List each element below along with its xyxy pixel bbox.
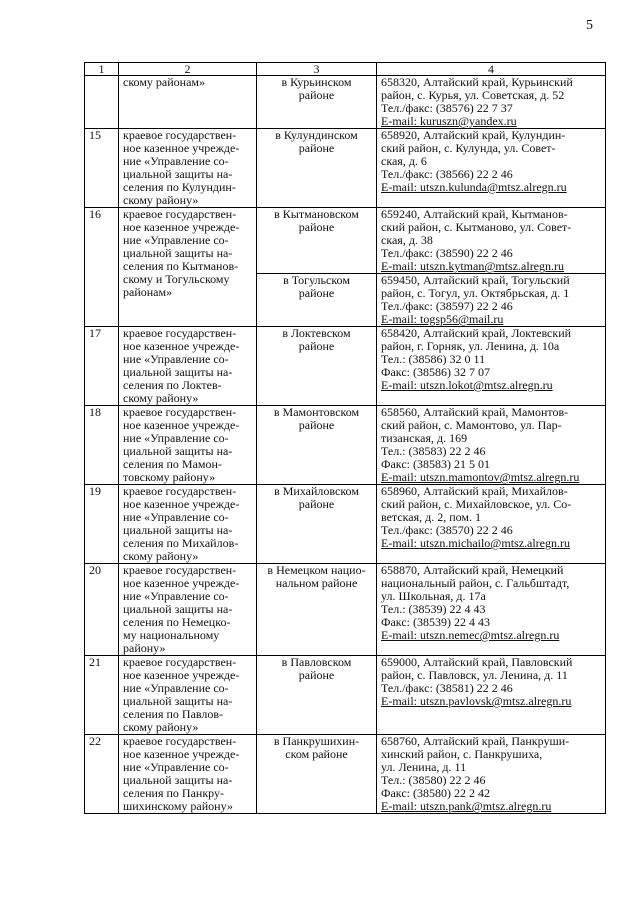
table-row [85,406,606,485]
institution-name-line: ние «Управление со- [123,353,229,366]
institution-name-line: ние «Управление со- [123,234,229,247]
email-line: E-mail: togsp56@mail.ru [381,313,504,326]
district-line: районе [298,89,335,102]
institution-name-cell [119,208,257,327]
page-number: 5 [586,18,593,33]
contact-line: 658920, Алтайский край, Кулундин- [381,129,566,142]
contact-line: Тел.: (38580) 22 2 46 [381,774,486,787]
column-header: 3 [257,63,377,76]
email-line: E-mail: utszn.michailo@mtsz.alregn.ru [381,537,570,550]
contact-line: Факс: (38583) 21 5 01 [381,458,490,471]
email-line: E-mail: utszn.pank@mtsz.alregn.ru [381,800,552,813]
institution-name-line: ние «Управление со- [123,682,229,695]
district-line: районе [298,340,335,353]
institution-name-line: селения по Кулундин- [123,181,236,194]
row-number: 21 [85,656,119,735]
contact-line: Факс: (38580) 22 2 42 [381,787,490,800]
contact-line: ская, д. 6 [381,155,427,168]
district-cell [257,656,377,735]
contact-line: Тел.: (38583) 22 2 46 [381,445,486,458]
institution-name-line: ное казенное учрежде- [123,577,240,590]
institution-name-line: ние «Управление со- [123,590,229,603]
institution-name-line: циальной защиты на- [123,247,233,260]
contact-line: Тел./факс: (38581) 22 2 46 [381,682,513,695]
institution-name-cell [119,564,257,656]
institution-name-line: ное казенное учрежде- [123,419,240,432]
contact-line: 659450, Алтайский край, Тогульский [381,274,570,287]
contact-line: 658320, Алтайский край, Курьинский [381,76,573,89]
institution-name-line: селения по Немецко- [123,616,231,629]
row-number: 20 [85,564,119,656]
contact-line: 658760, Алтайский край, Панкруши- [381,735,570,748]
table-row [85,656,606,735]
row-number: 16 [85,208,119,327]
district-line: районе [298,142,335,155]
institution-name-line: селения по Локтев- [123,379,222,392]
contact-line: 659240, Алтайский край, Кытманов- [381,208,568,221]
institution-name-line: краевое государствен- [123,564,237,577]
contact-line: Тел./факс: (38576) 22 7 37 [381,102,513,115]
institution-name-line: краевое государствен- [123,735,237,748]
institution-name-cell [119,656,257,735]
district-line: ском районе [285,748,348,761]
institution-name-line: скому району» [123,194,199,207]
district-cell [257,327,377,406]
institution-name-line: ное казенное учрежде- [123,498,240,511]
table-header-row [85,63,606,76]
contacts-cell [377,327,606,406]
district-line: нальном районе [275,577,358,590]
institution-name-cell [119,406,257,485]
institution-name-line: селения по Павлов- [123,708,224,721]
column-header: 2 [119,63,257,76]
contact-line: хинский район, с. Панкрушиха, [381,748,543,761]
institution-name-line: селения по Михайлов- [123,537,239,550]
institution-name-line: селения по Кытманов- [123,260,239,273]
contact-line: Тел.: (38586) 32 0 11 [381,353,486,366]
institution-name-line: скому районам» [123,76,206,89]
table-body [85,76,606,814]
institution-name-cell [119,327,257,406]
email-line: E-mail: utszn.pavlovsk@mtsz.alregn.ru [381,695,572,708]
district-line: в Тогульском [283,274,350,287]
institution-name-line: ние «Управление со- [123,155,229,168]
contact-line: район, с. Тогул, ул. Октябрьская, д. 1 [381,287,570,300]
row-number: 18 [85,406,119,485]
contacts-cell [377,656,606,735]
institution-name-line: циальной защиты на- [123,603,233,616]
table-row [85,485,606,564]
email-line: E-mail: utszn.lokot@mtsz.alregn.ru [381,379,553,392]
institution-name-line: циальной защиты на- [123,774,233,787]
institution-name-line: му национальному [123,629,220,642]
contact-line: 659000, Алтайский край, Павловский [381,656,573,669]
institution-name-line: ние «Управление со- [123,432,229,445]
institution-name-line: селения по Мамон- [123,458,222,471]
district-cell [257,129,377,208]
district-line: районе [298,669,335,682]
table-row [85,129,606,208]
column-header: 4 [377,63,606,76]
contact-line: Тел./факс: (38597) 22 2 46 [381,300,513,313]
row-number: 22 [85,735,119,814]
institution-name-line: циальной защиты на- [123,366,233,379]
table-row [85,735,606,814]
institution-name-line: ние «Управление со- [123,761,229,774]
district-cell [257,406,377,485]
district-line: в Курьинском [281,76,352,89]
row-number: 17 [85,327,119,406]
institution-name-line: скому району» [123,392,199,405]
contact-line: район, с. Курья, ул. Советская, д. 52 [381,89,565,102]
institution-name-cell [119,129,257,208]
contact-line: ский район, с. Михайловское, ул. Со- [381,498,572,511]
district-cell [257,274,377,327]
contact-line: ский район, с. Кулунда, ул. Совет- [381,142,556,155]
institution-name-line: циальной защиты на- [123,445,233,458]
district-line: в Мамонтовском [273,406,360,419]
institution-name-cell [119,735,257,814]
institution-name-line: циальной защиты на- [123,695,233,708]
institution-name-line: скому району» [123,550,199,563]
contacts-cell [377,406,606,485]
district-line: в Михайловском [274,485,359,498]
district-cell [257,735,377,814]
district-line: районе [298,287,335,300]
district-cell [257,485,377,564]
contact-line: национальный район, с. Гальбштадт, [381,577,570,590]
contacts-cell [377,208,606,274]
district-line: в Кулундинском [275,129,358,142]
contacts-cell [377,274,606,327]
district-line: в Кытмановском [274,208,359,221]
institution-name-line: ние «Управление со- [123,511,229,524]
district-line: в Локтевском [282,327,351,340]
row-number [85,76,119,129]
contact-line: Тел./факс: (38566) 22 2 46 [381,168,513,181]
institution-name-line: товскому району» [123,471,216,484]
column-header: 1 [85,63,119,76]
district-line: в Панкрушихин- [273,735,360,748]
district-line: районе [298,498,335,511]
row-number: 15 [85,129,119,208]
institution-name-line: краевое государствен- [123,327,237,340]
contacts-cell [377,485,606,564]
contacts-cell [377,76,606,129]
row-number: 19 [85,485,119,564]
district-line: районе [298,221,335,234]
institution-name-line: селения по Панкру- [123,787,224,800]
contact-line: ский район, с. Мамонтово, ул. Пар- [381,419,562,432]
institution-name-line: краевое государствен- [123,656,237,669]
email-line: E-mail: utszn.nemec@mtsz.alregn.ru [381,629,560,642]
contacts-cell [377,735,606,814]
contact-line: Факс: (38586) 32 7 07 [381,366,490,379]
institution-name-line: ное казенное учрежде- [123,221,240,234]
institution-name-line: скому и Тогульскому [123,273,230,286]
district-line: районе [298,419,335,432]
contact-line: 658870, Алтайский край, Немецкий [381,564,564,577]
contact-line: район, с. Павловск, ул. Ленина, д. 11 [381,669,568,682]
institution-name-line: ное казенное учрежде- [123,142,240,155]
institution-name-line: краевое государствен- [123,485,237,498]
contact-line: 658960, Алтайский край, Михайлов- [381,485,568,498]
district-line: в Немецком нацио- [267,564,366,577]
email-line: E-mail: utszn.kytman@mtsz.alregn.ru [381,260,565,273]
contact-line: 658420, Алтайский край, Локтевский [381,327,572,340]
table-row [85,76,606,129]
contacts-cell [377,564,606,656]
institution-name-cell [119,76,257,129]
institution-name-line: районам» [123,286,173,299]
institution-name-line: ное казенное учрежде- [123,748,240,761]
institution-name-line: краевое государствен- [123,129,237,142]
institutions-table [84,62,606,814]
email-line: E-mail: utszn.mamontov@mtsz.alregn.ru [381,471,580,484]
table-row [85,564,606,656]
contact-line: ул. Школьная, д. 17а [381,590,486,603]
contact-line: ул. Ленина, д. 11 [381,761,467,774]
institution-name-line: ное казенное учрежде- [123,669,240,682]
contacts-cell [377,129,606,208]
institution-name-line: ное казенное учрежде- [123,340,240,353]
contact-line: Тел.: (38539) 22 4 43 [381,603,486,616]
institution-name-line: шихинскому району» [123,800,233,813]
email-line: E-mail: kuruszn@yandex.ru [381,115,517,128]
contact-line: район, г. Горняк, ул. Ленина, д. 10а [381,340,560,353]
contact-line: 658560, Алтайский край, Мамонтов- [381,406,569,419]
contact-line: Тел./факс: (38570) 22 2 46 [381,524,513,537]
institution-name-line: циальной защиты на- [123,524,233,537]
institution-name-line: краевое государствен- [123,406,237,419]
contact-line: Факс: (38539) 22 4 43 [381,616,490,629]
district-cell [257,76,377,129]
contact-line: ветская, д. 2, пом. 1 [381,511,482,524]
contact-line: ский район, с. Кытманово, ул. Совет- [381,221,572,234]
institution-name-line: циальной защиты на- [123,168,233,181]
district-cell [257,208,377,274]
institution-name-line: скому району» [123,721,199,734]
district-cell [257,564,377,656]
table-row [85,327,606,406]
institution-name-cell [119,485,257,564]
institution-name-line: краевое государствен- [123,208,237,221]
contact-line: тизанская, д. 169 [381,432,468,445]
contact-line: Тел./факс: (38590) 22 2 46 [381,247,513,260]
table-row [85,208,606,274]
district-line: в Павловском [281,656,352,669]
contact-line: ская, д. 38 [381,234,433,247]
institution-name-line: району» [123,642,166,655]
email-line: E-mail: utszn.kulunda@mtsz.alregn.ru [381,181,567,194]
